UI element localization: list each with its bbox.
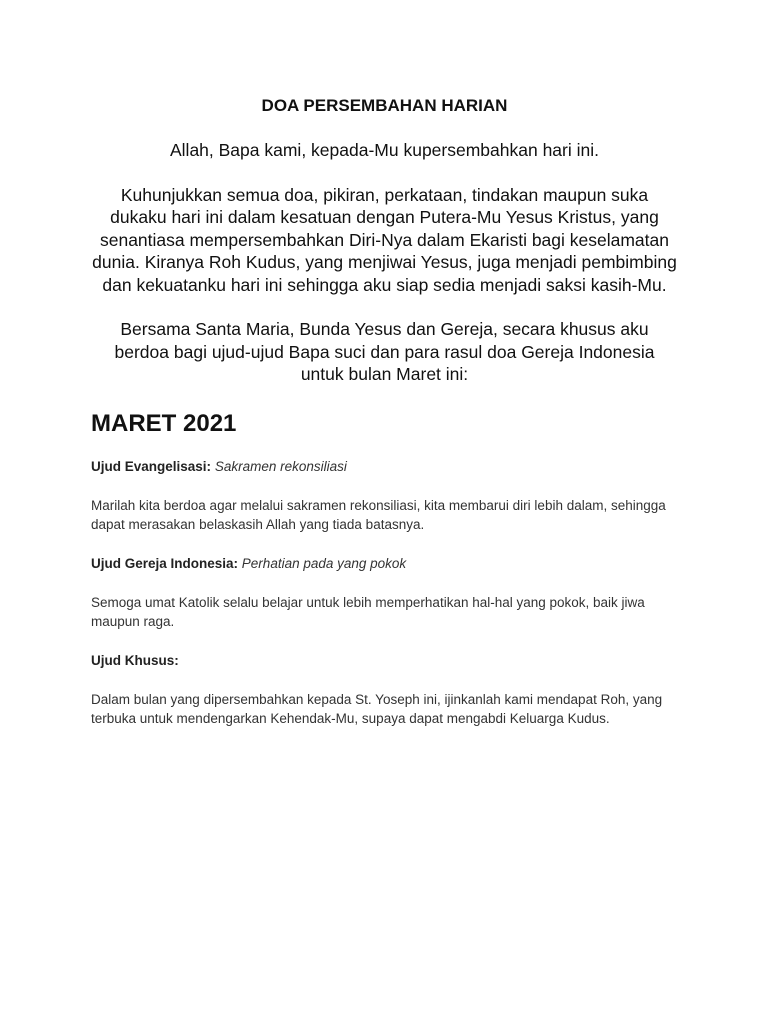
intention-label: Ujud Evangelisasi: — [91, 458, 212, 474]
intention-text: Marilah kita berdoa agar melalui sakramen rekonsiliasi, kita membarui diri lebih dalam, sehingga dapat merasakan belaskasih Allah yang tiada batasnya. — [91, 497, 666, 532]
intercession-paragraph: Bersama Santa Maria, Bunda Yesus dan Gereja, secara khusus aku berdoa bagi ujud-ujud Bapa suci dan para rasul doa Gereja Indonesia untuk bulan Maret ini: — [114, 319, 655, 384]
document-title: DOA PERSEMBAHAN HARIAN — [261, 96, 508, 115]
intention-heading — [91, 555, 678, 573]
intention-label: Ujud Khusus: — [91, 652, 179, 668]
intention-topic: Perhatian pada yang pokok — [241, 555, 407, 571]
intention-heading — [91, 652, 678, 670]
intention-khusus — [91, 652, 678, 728]
intention-evangelisasi — [91, 458, 678, 534]
month-heading: MARET 2021 — [91, 409, 237, 437]
intention-text: Semoga umat Katolik selalu belajar untuk lebih memperhatikan hal-hal yang pokok, baik jiwa maupun raga. — [91, 594, 645, 629]
opening-line: Allah, Bapa kami, kepada-Mu kupersembahkan hari ini. — [170, 140, 599, 160]
intention-gereja-indonesia — [91, 555, 678, 631]
intention-topic: Sakramen rekonsiliasi — [214, 458, 347, 474]
intention-heading — [91, 458, 678, 476]
intention-text: Dalam bulan yang dipersembahkan kepada St. Yoseph ini, ijinkanlah kami mendapat Roh, yang terbuka untuk mendengarkan Kehendak-Mu, supaya dapat mengabdi Keluarga Kudus. — [91, 691, 663, 726]
intention-label: Ujud Gereja Indonesia: — [91, 555, 239, 571]
offering-paragraph: Kuhunjukkan semua doa, pikiran, perkataan, tindakan maupun suka dukaku hari ini dalam kesatuan dengan Putera-Mu Yesus Kristus, yang senantiasa mempersembahkan Diri-Nya dalam Ekaristi bagi keselamatan dunia. Kiranya Roh Kudus, yang menjiwai Yesus, juga menjadi pembimbing dan kekuatanku hari ini sehingga aku siap sedia menjadi saksi kasih-Mu. — [92, 184, 677, 295]
